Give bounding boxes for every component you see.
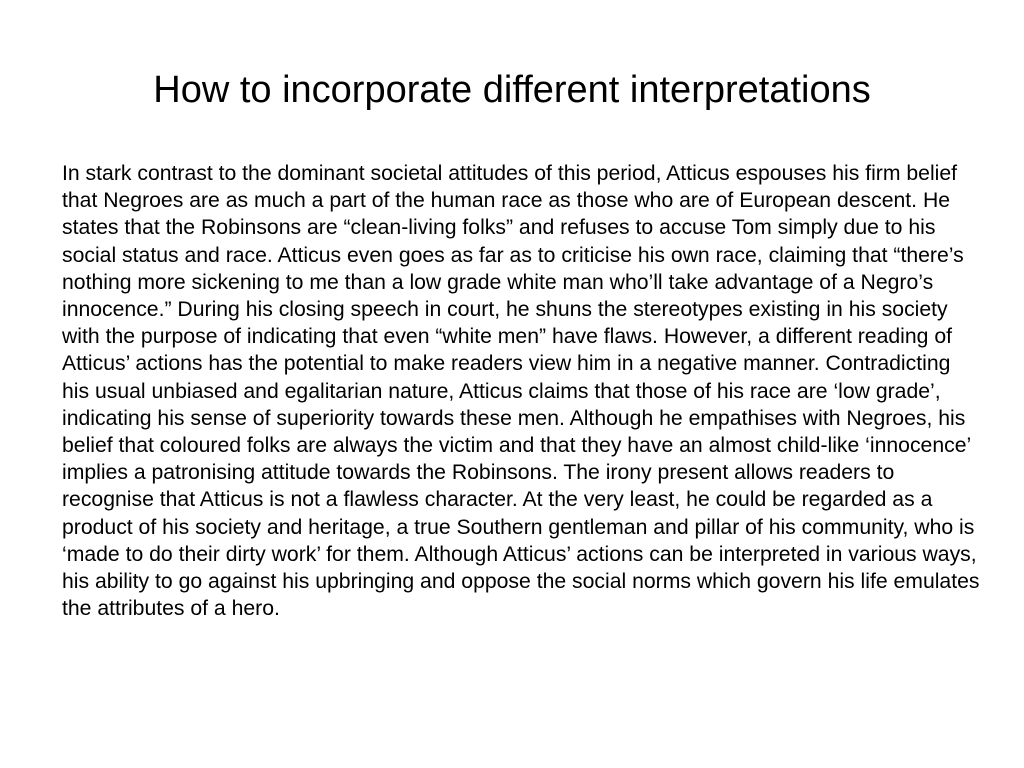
slide-body-text: In stark contrast to the dominant societal attitudes of this period, Atticus espouses his firm belief that Negroes are as much a part of the human race as those who are of European descent. He states that the Robinsons are “clean-living folks” and refuses to accuse Tom simply due to his social status and race. Atticus even goes as far as to criticise his own race, claiming that “there’s nothing more sickening to me than a low grade white man who’ll take advantage of a Negro’s innocence.” During his closing speech in court, he shuns the stereotypes existing in his society with the purpose of indicating that even “white men” have flaws. However, a different reading of Atticus’ actions has the potential to make readers view him in a negative manner. Contradicting his usual unbiased and egalitarian nature, Atticus claims that those of his race are ‘low grade’, indicating his sense of superiority towards these men. Although he empathises with Negroes, his belief that coloured folks are always the victim and that they have an almost child-like ‘innocence’ implies a patronising attitude towards the Robinsons. The irony present allows readers to recognise that Atticus is not a flawless character. At the very least, he could be regarded as a product of his society and heritage, a true Southern gentleman and pillar of his community, who is ‘made to do their dirty work’ for them. Although Atticus’ actions can be interpreted in various ways, his ability to go against his upbringing and oppose the social norms which govern his life emulates the attributes of a hero.: [62, 162, 980, 621]
slide-title: How to incorporate different interpretations: [153, 69, 871, 111]
